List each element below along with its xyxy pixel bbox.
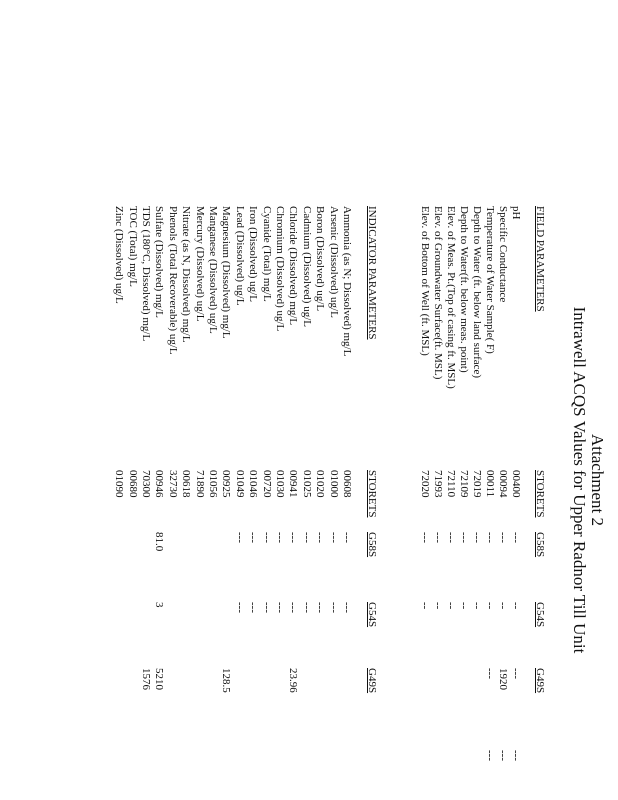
g54s-value: --- bbox=[287, 602, 300, 613]
g54s-value: -- bbox=[471, 602, 483, 610]
g49s-value: 1576 bbox=[140, 668, 152, 690]
storet-code: 00680 bbox=[126, 470, 139, 498]
g54s-value: -- bbox=[432, 602, 444, 610]
g54s-value: --- bbox=[274, 602, 286, 613]
g58s-value: --- bbox=[300, 532, 313, 543]
parameter-name: Ammonia (as N; Dissolved) mg/L bbox=[341, 206, 353, 357]
g49s-header: G49S bbox=[534, 668, 546, 694]
table-row bbox=[273, 170, 286, 790]
g58s-value: --- bbox=[247, 532, 260, 543]
g58s-value: --- bbox=[497, 532, 509, 543]
parameter-name: Manganese (Dissolved) ug/L bbox=[207, 206, 219, 334]
table-row bbox=[152, 170, 165, 790]
g54s-header-2: G54S bbox=[366, 602, 378, 628]
table-row bbox=[219, 170, 232, 790]
table-row bbox=[496, 170, 509, 790]
storet-code: 01056 bbox=[207, 470, 219, 498]
g54s-value: -- bbox=[419, 602, 431, 610]
storet-code: 72110 bbox=[445, 470, 457, 498]
g58s-value: --- bbox=[484, 532, 496, 543]
g58s-value: --- bbox=[260, 532, 273, 543]
g49s-value: 128.5 bbox=[220, 668, 233, 693]
table-row bbox=[313, 170, 326, 790]
storet-code: 00400 bbox=[510, 470, 522, 498]
g58s-value: --- bbox=[287, 532, 300, 543]
field-parameters-header: FIELD PARAMETERS bbox=[534, 206, 546, 312]
g54s-value: --- bbox=[300, 602, 313, 613]
storet-code: 01049 bbox=[233, 470, 246, 498]
storet-code: 01025 bbox=[300, 470, 313, 498]
field-header-row bbox=[533, 170, 546, 790]
parameter-name: Iron (Dissolved) ug/L bbox=[247, 206, 260, 302]
storet-code: 01000 bbox=[327, 470, 340, 498]
table-row bbox=[457, 170, 470, 790]
g54s-value: 3 bbox=[153, 602, 166, 608]
parameter-name: Nitrate (as N, Dissolved) mg/L bbox=[180, 206, 193, 343]
indicator-parameters-header: INDICATOR PARAMETERS bbox=[366, 206, 378, 340]
extra-column-value: --- bbox=[497, 750, 509, 761]
parameter-name: Sulfate (Dissolved) mg/L bbox=[153, 206, 166, 318]
g54s-value: -- bbox=[458, 602, 470, 610]
g58s-header-2: G58S bbox=[366, 532, 378, 558]
parameter-name: Specific Conductance bbox=[497, 206, 509, 303]
parameter-name: Chloride (Dissolved) mg/L bbox=[287, 206, 300, 326]
g58s-value: --- bbox=[458, 532, 470, 543]
table-row bbox=[509, 170, 522, 790]
g54s-value: --- bbox=[260, 602, 273, 613]
table-row bbox=[444, 170, 457, 790]
storet-code: 00720 bbox=[260, 470, 273, 498]
table-row bbox=[470, 170, 483, 790]
table-row bbox=[166, 170, 179, 790]
g49s-value: 5210 bbox=[153, 668, 166, 690]
parameter-name: Cyanide (Total) mg/L bbox=[260, 206, 273, 302]
g49s-value: 23.96 bbox=[287, 668, 300, 693]
parameter-name: TDS (180°C, Dissolved) mg/L bbox=[140, 206, 152, 342]
storet-code: 00941 bbox=[287, 470, 300, 498]
g49s-header-2: G49S bbox=[366, 668, 378, 694]
attachment-title: Attachment 2 bbox=[588, 433, 607, 527]
table-row bbox=[327, 170, 340, 790]
storet-code: 32730 bbox=[166, 470, 179, 498]
storets-header: STORETS bbox=[534, 470, 546, 518]
parameter-name: Magnesium (Dissolved) mg/L bbox=[220, 206, 233, 339]
storet-code: 01090 bbox=[113, 470, 126, 498]
storet-code: 00608 bbox=[341, 470, 353, 498]
g54s-value: --- bbox=[233, 602, 246, 613]
g54s-header: G54S bbox=[534, 602, 546, 628]
storet-code: 01020 bbox=[314, 470, 327, 498]
g54s-value: -- bbox=[484, 602, 496, 610]
storet-code: 01030 bbox=[274, 470, 286, 498]
g54s-value: --- bbox=[314, 602, 327, 613]
g58s-value: --- bbox=[510, 532, 522, 543]
storet-code: 00925 bbox=[220, 470, 233, 498]
parameter-name: Phenols (Total Recoverable) ug/L bbox=[166, 206, 179, 355]
table-row bbox=[431, 170, 444, 790]
g49s-value: 1920 bbox=[497, 668, 509, 690]
table-row bbox=[418, 170, 431, 790]
parameter-name: Elev. of Meas. Pt.(Top of casing ft. MSL) bbox=[445, 206, 457, 389]
g49s-value: --- bbox=[510, 668, 522, 679]
storet-code: 00011 bbox=[484, 470, 496, 498]
page-subtitle: Intrawell ACQS Values for Upper Radnor Till Unit bbox=[570, 306, 589, 654]
g58s-value: --- bbox=[341, 532, 353, 543]
g54s-value: --- bbox=[247, 602, 260, 613]
storet-code: 01046 bbox=[247, 470, 260, 498]
storet-code: 72019 bbox=[471, 470, 483, 498]
g58s-value: --- bbox=[432, 532, 444, 543]
storet-code: 70300 bbox=[140, 470, 152, 498]
table-row bbox=[126, 170, 139, 790]
table-row bbox=[483, 170, 496, 790]
table-row bbox=[246, 170, 259, 790]
g58s-value: 81.0 bbox=[153, 532, 166, 552]
g54s-value: -- bbox=[497, 602, 509, 610]
extra-column-value: --- bbox=[510, 750, 522, 761]
table-row bbox=[193, 170, 206, 790]
parameter-name: Cadmium (Dissolved) ug/L bbox=[300, 206, 313, 327]
parameter-name: Mercury (Dissolved) ug/L bbox=[193, 206, 206, 322]
parameter-name: Boron (Dissolved) ug/L bbox=[314, 206, 327, 312]
parameter-name: Depth to Water (ft. below land surface) bbox=[471, 206, 483, 379]
table-row bbox=[206, 170, 219, 790]
parameter-name: Zinc (Dissolved) ug/L bbox=[113, 206, 126, 304]
g58s-value: --- bbox=[314, 532, 327, 543]
table-row bbox=[112, 170, 125, 790]
storet-code: 00946 bbox=[153, 470, 166, 498]
g54s-value: --- bbox=[327, 602, 340, 613]
g54s-value: --- bbox=[341, 602, 353, 613]
g54s-value: -- bbox=[445, 602, 457, 610]
parameter-name: pH bbox=[510, 206, 522, 220]
parameter-name: TOC (Total) mg/L bbox=[126, 206, 139, 287]
table-row bbox=[300, 170, 313, 790]
extra-column-value: --- bbox=[484, 750, 496, 761]
indicator-header-row bbox=[365, 170, 378, 790]
table-row bbox=[139, 170, 152, 790]
table-row bbox=[340, 170, 353, 790]
storet-code: 72020 bbox=[419, 470, 431, 498]
parameter-name: Lead (Dissolved) ug/L bbox=[233, 206, 246, 306]
g58s-value: --- bbox=[445, 532, 457, 543]
parameter-name: Chromium (Dissolved) ug/L bbox=[274, 206, 286, 332]
storet-code: 72109 bbox=[458, 470, 470, 498]
g58s-value: --- bbox=[233, 532, 246, 543]
g58s-value: --- bbox=[327, 532, 340, 543]
storets-header-2: STORETS bbox=[366, 470, 378, 518]
table-row bbox=[179, 170, 192, 790]
g58s-header: G58S bbox=[534, 532, 546, 558]
parameter-name: Elev. of Groundwater Surface(ft. MSL) bbox=[432, 206, 444, 380]
storet-code: 00618 bbox=[180, 470, 193, 498]
table-row bbox=[233, 170, 246, 790]
parameter-name: Arsenic (Dissolved) ug/L bbox=[327, 206, 340, 318]
g58s-value: --- bbox=[471, 532, 483, 543]
storet-code: 71993 bbox=[432, 470, 444, 498]
g54s-value: -- bbox=[510, 602, 522, 610]
storet-code: 00094 bbox=[497, 470, 509, 498]
parameter-name: Temperature of Water Sample( F) bbox=[484, 206, 496, 354]
rotated-page bbox=[0, 170, 618, 790]
table-row bbox=[260, 170, 273, 790]
parameter-name: Depth to Water(ft. below meas. point) bbox=[458, 206, 470, 373]
storet-code: 71890 bbox=[193, 470, 206, 498]
parameter-name: Elev. of Bottom of Well (ft. MSL) bbox=[419, 206, 431, 356]
table-row bbox=[286, 170, 299, 790]
g58s-value: --- bbox=[419, 532, 431, 543]
g58s-value: --- bbox=[274, 532, 286, 543]
g49s-value: --- bbox=[484, 668, 496, 679]
